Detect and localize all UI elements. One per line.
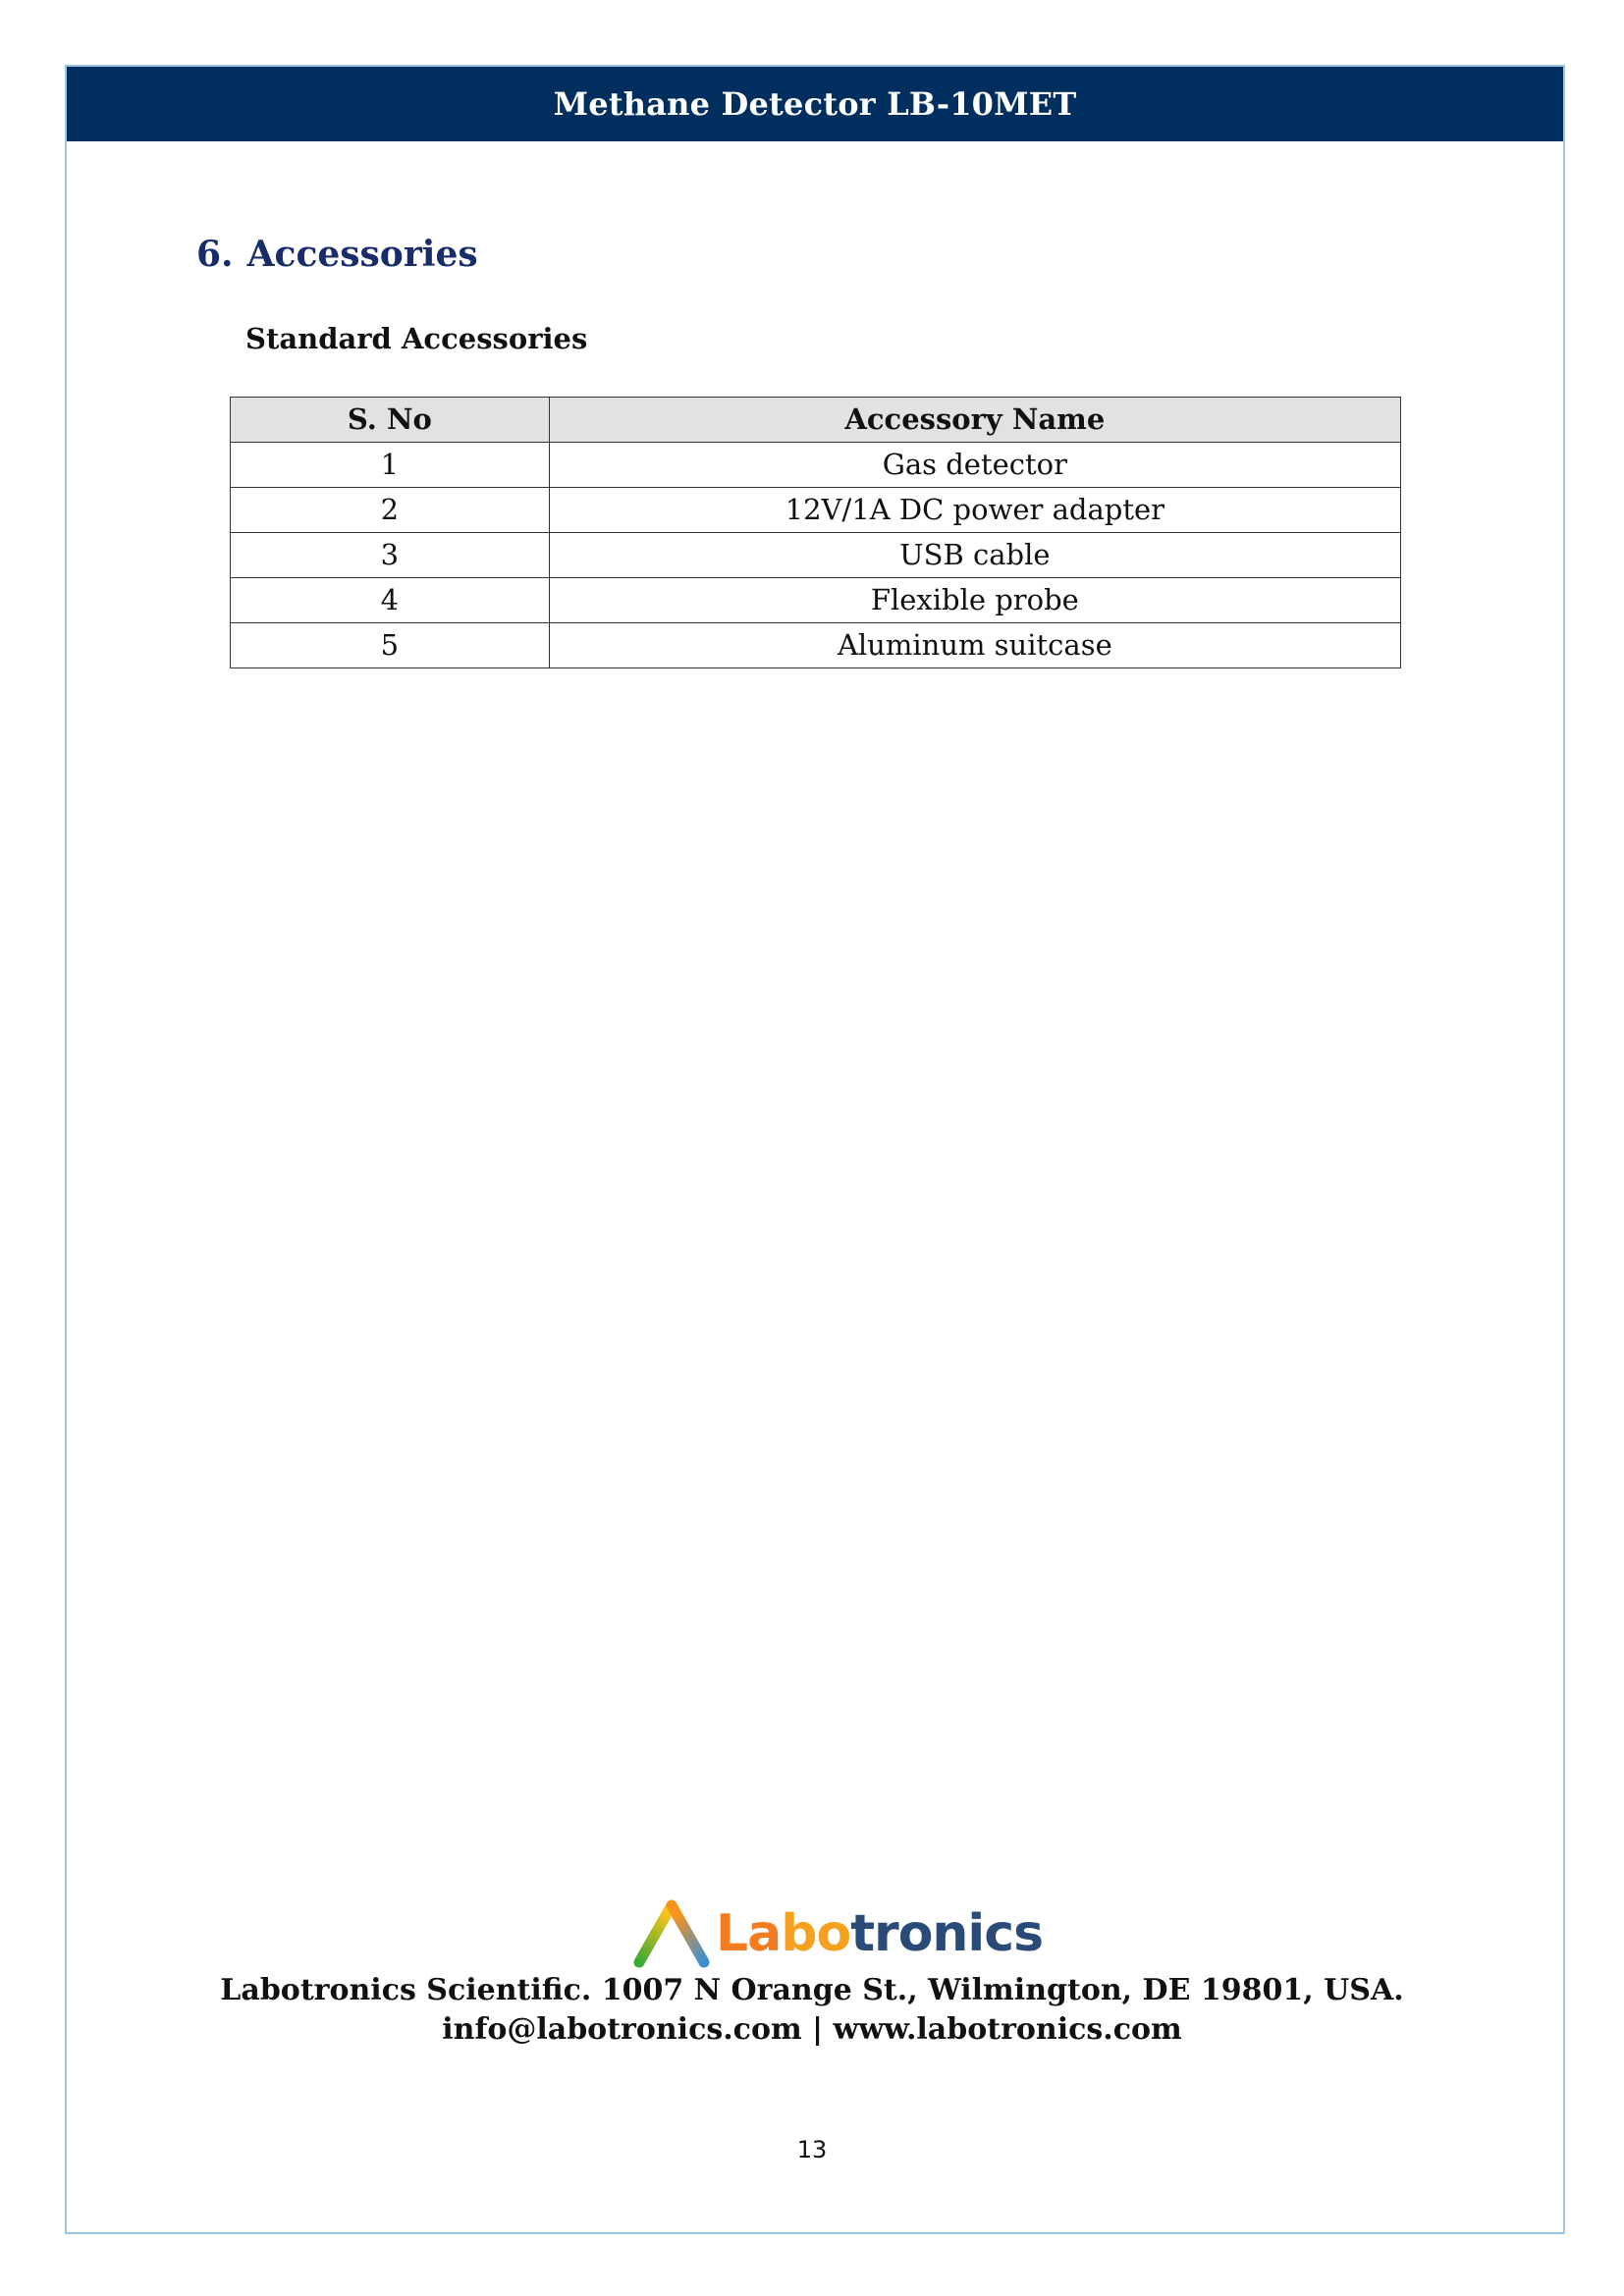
table-cell-accessory-name: USB cable xyxy=(549,533,1400,578)
table-header-row xyxy=(231,398,1401,443)
footer-contact: info@labotronics.com | www.labotronics.com xyxy=(442,2012,1182,2047)
section-title: Accessories xyxy=(246,234,478,275)
table-cell-sno: 2 xyxy=(231,488,550,533)
table-cell-accessory-name: Gas detector xyxy=(549,443,1400,488)
table-row xyxy=(231,578,1401,623)
table-row xyxy=(231,623,1401,668)
document-header xyxy=(67,67,1563,141)
logo-text-part3: tronics xyxy=(850,1904,1044,1963)
table-cell-accessory-name: 12V/1A DC power adapter xyxy=(549,488,1400,533)
page-number: 13 xyxy=(796,2136,828,2163)
accessories-table xyxy=(230,397,1401,668)
logo-text-part1: La xyxy=(716,1904,782,1963)
table-cell-accessory-name: Aluminum suitcase xyxy=(549,623,1400,668)
table-row xyxy=(231,443,1401,488)
section-heading xyxy=(196,234,478,275)
subheading: Standard Accessories xyxy=(245,322,588,355)
column-header-accessory-name: Accessory Name xyxy=(549,398,1400,443)
table-row xyxy=(231,488,1401,533)
column-header-sno: S. No xyxy=(231,398,550,443)
document-title: Methane Detector LB-10MET xyxy=(553,85,1077,123)
footer-address: Labotronics Scientific. 1007 N Orange St., Wilmington, DE 19801, USA. xyxy=(220,1973,1404,2007)
table-cell-sno: 3 xyxy=(231,533,550,578)
table-row xyxy=(231,533,1401,578)
table-cell-sno: 5 xyxy=(231,623,550,668)
section-number: 6. xyxy=(196,234,234,275)
table-cell-sno: 1 xyxy=(231,443,550,488)
logo-text-part2: bo xyxy=(781,1904,851,1963)
table-cell-accessory-name: Flexible probe xyxy=(549,578,1400,623)
company-logo xyxy=(631,1896,1043,1971)
logo-wordmark xyxy=(716,1904,1043,1963)
table-cell-sno: 4 xyxy=(231,578,550,623)
logo-triangle-icon xyxy=(631,1897,712,1970)
